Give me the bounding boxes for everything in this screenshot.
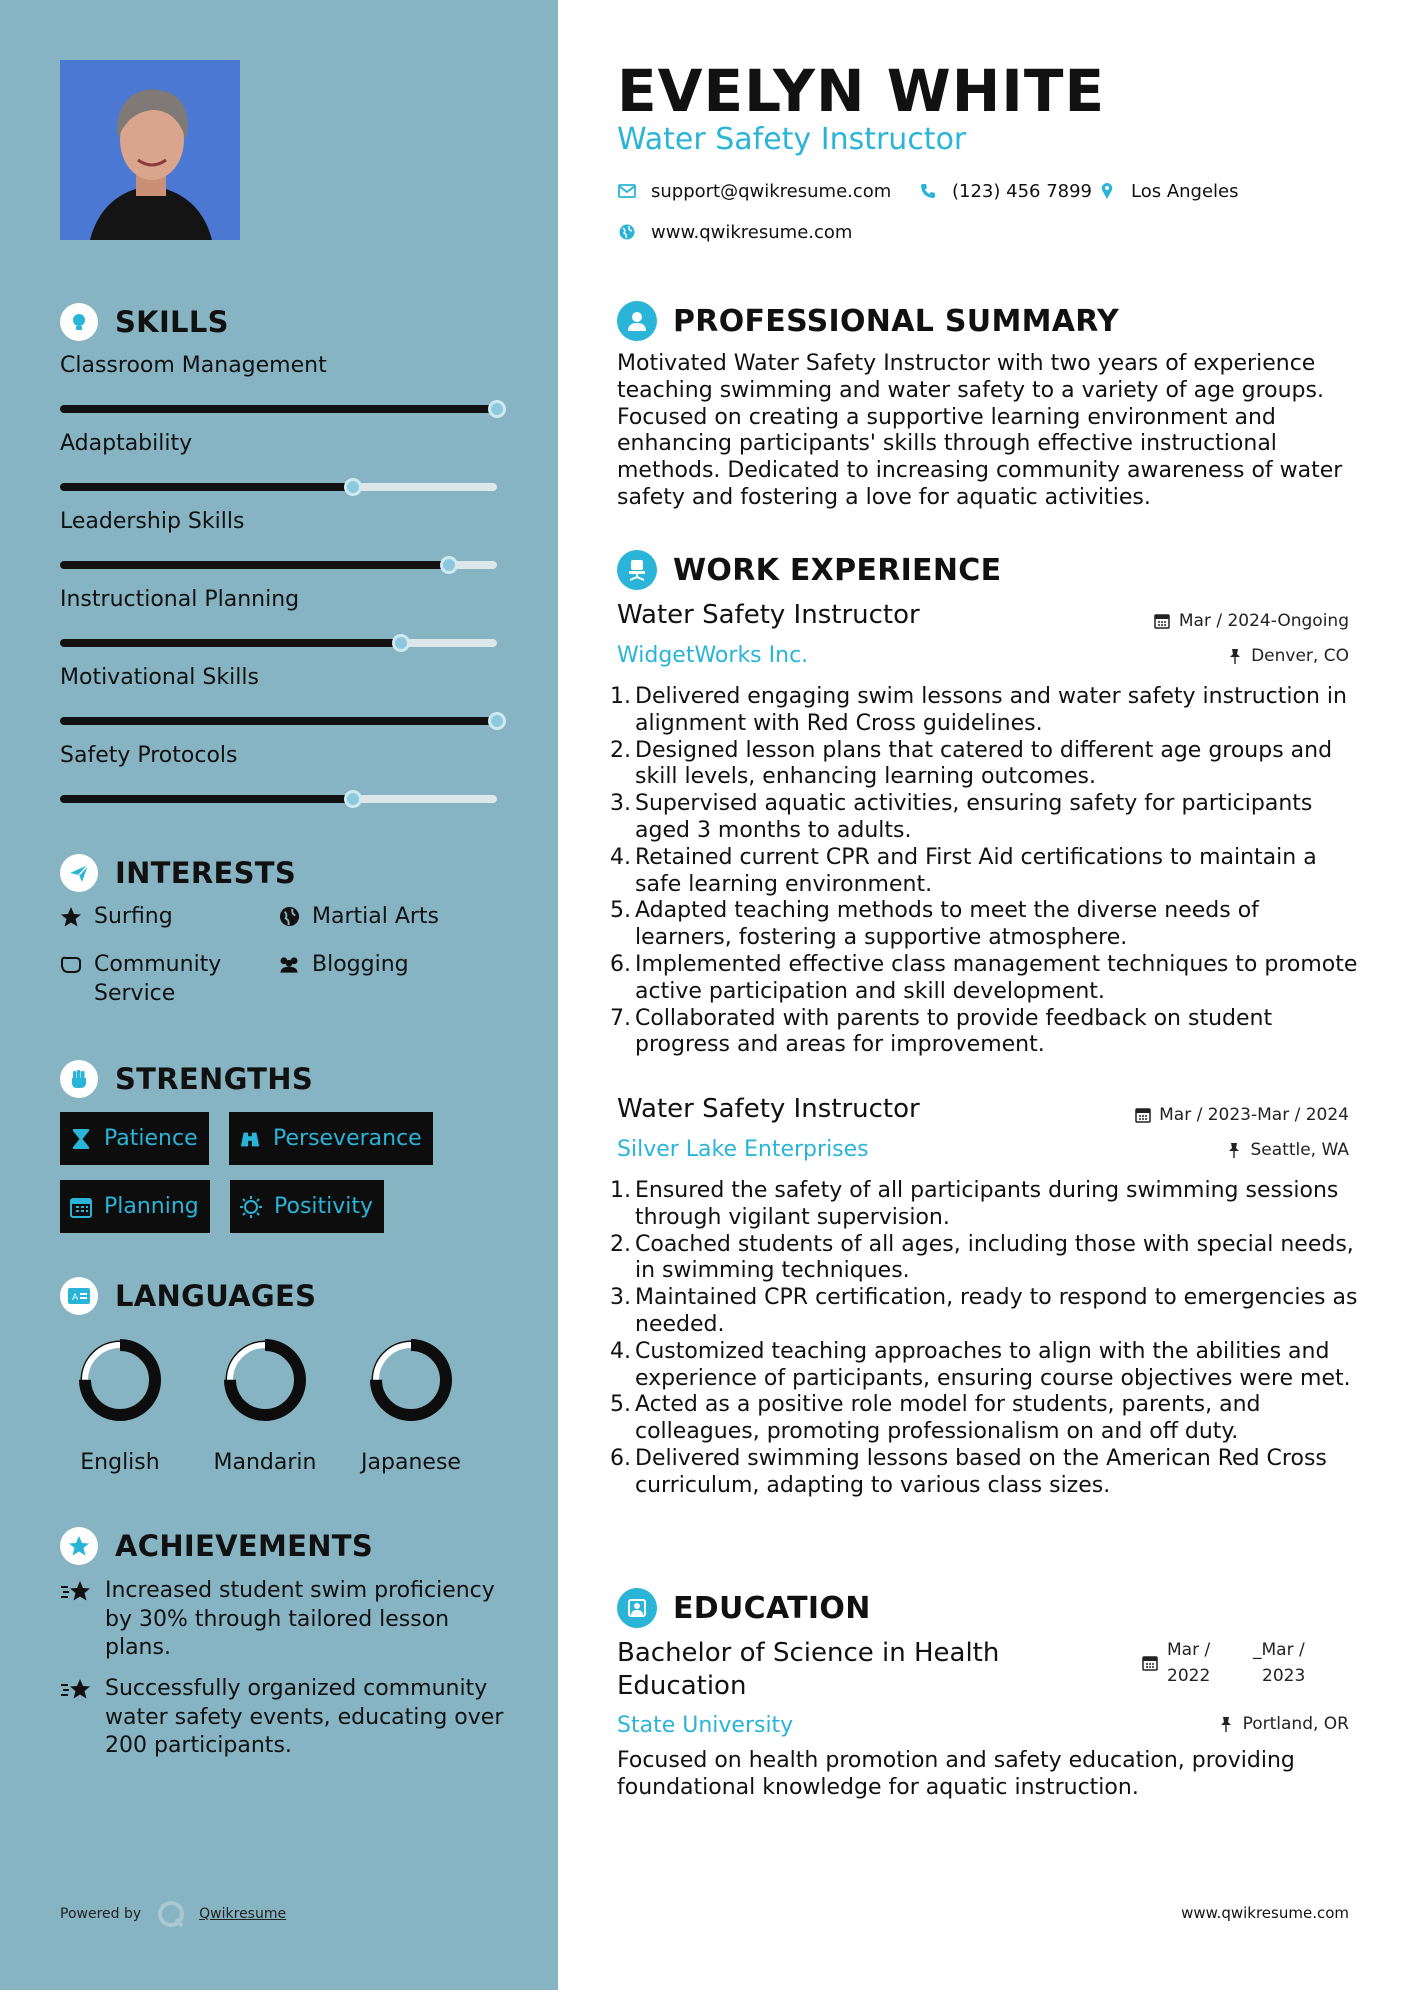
interest-label: Community Service <box>94 952 222 1006</box>
languages-heading-text: LANGUAGES <box>115 1279 317 1313</box>
interest-item <box>278 902 439 931</box>
job-location-text: Denver, CO <box>1251 646 1349 666</box>
interest-label: Blogging <box>312 952 409 977</box>
contact-phone[interactable] <box>918 179 1092 203</box>
edu-start-month: Mar / <box>1167 1640 1211 1660</box>
job-company: Silver Lake Enterprises <box>617 1137 869 1162</box>
edu-location <box>1218 1712 1349 1736</box>
job-title: Water Safety Instructor <box>617 600 920 630</box>
hand-icon <box>60 950 82 979</box>
graduate-icon <box>617 1588 657 1628</box>
website-text: www.qwikresume.com <box>651 221 853 243</box>
powered-by <box>60 1900 286 1928</box>
edu-start-date <box>1167 1637 1210 1689</box>
language-ring <box>363 1332 459 1428</box>
profile-photo <box>60 60 240 240</box>
strength-tag <box>229 1112 433 1165</box>
powered-by-label: Powered by <box>60 1906 142 1922</box>
skill-name: Leadership Skills <box>60 509 245 534</box>
edu-end-date <box>1253 1637 1305 1689</box>
job-bullets <box>610 1178 1360 1500</box>
language-item <box>346 1332 476 1475</box>
job-dates <box>1154 609 1349 633</box>
language-name: English <box>80 1450 160 1475</box>
skill-bar <box>60 639 497 647</box>
calendar-icon <box>1134 1107 1151 1124</box>
hourglass-icon <box>70 1128 92 1150</box>
edu-end-year: 2023 <box>1262 1666 1306 1686</box>
edu-calendar-icon-wrap <box>1142 1653 1158 1679</box>
skill-bar-knob <box>392 634 410 652</box>
strengths-heading <box>60 1059 313 1099</box>
candidate-title: Water Safety Instructor <box>617 122 967 157</box>
skill-bar <box>60 795 497 803</box>
office-chair-icon <box>617 550 657 590</box>
pushpin-icon <box>1226 1142 1243 1159</box>
skill-name: Classroom Management <box>60 353 327 378</box>
footer-website[interactable]: www.qwikresume.com <box>1181 1904 1349 1922</box>
skill-item <box>60 429 497 491</box>
interest-label: Martial Arts <box>312 904 440 929</box>
edu-end-month: _Mar / <box>1253 1640 1305 1660</box>
interest-item <box>60 950 250 1008</box>
strength-label: Patience <box>104 1126 198 1151</box>
language-card-icon <box>60 1277 98 1315</box>
globe-icon <box>278 902 300 931</box>
sidebar <box>0 0 558 1990</box>
interests-heading <box>60 853 296 893</box>
list-item: 5. Acted as a positive role model for students, parents, and colleagues, promoting professionalism on and off duty. <box>610 1392 1261 1445</box>
strength-tag <box>230 1180 384 1233</box>
edu-start-year: 2022 <box>1167 1666 1211 1686</box>
list-item: 5. Adapted teaching methods to meet the diverse needs of learners, fostering a supportive atmosphere. <box>610 898 1259 951</box>
phone-text: (123) 456 7899 <box>952 180 1093 202</box>
skill-name: Safety Protocols <box>60 743 238 768</box>
list-item: 6. Implemented effective class management techniques to promote active participation and skill development. <box>610 951 1358 1004</box>
list-item: 7. Collaborated with parents to provide feedback on student progress and areas for improvement. <box>610 1005 1273 1058</box>
strength-tag <box>60 1112 209 1165</box>
job-bullets <box>610 684 1360 1059</box>
skill-item <box>60 663 497 725</box>
strengths-heading-text: STRENGTHS <box>115 1062 314 1096</box>
achievement-item <box>60 1577 510 1663</box>
education-heading-text: EDUCATION <box>673 1590 871 1626</box>
sun-icon <box>240 1196 262 1218</box>
pushpin-icon <box>1218 1716 1235 1733</box>
skills-heading-text: SKILLS <box>115 305 229 339</box>
globe-icon <box>617 222 637 242</box>
skill-bar-knob <box>488 400 506 418</box>
interest-item <box>278 950 409 979</box>
user-icon <box>617 301 657 341</box>
summary-text: Motivated Water Safety Instructor with two years of experience teaching swimming and water safety to a variety of age groups. Focused on creating a supportive learning environment and enhancing participants' skills through effective instructional methods. Dedicated to increasing community awareness of water safety and fostering a love for aquatic activities. <box>617 351 1343 510</box>
star-badge-icon <box>60 1527 98 1565</box>
contact-location <box>1097 179 1239 203</box>
job-dates-text: Mar / 2023-Mar / 2024 <box>1159 1105 1349 1125</box>
skill-name: Adaptability <box>60 431 193 456</box>
skill-bar <box>60 561 497 569</box>
skill-bar <box>60 483 497 491</box>
edu-location-text: Portland, OR <box>1242 1714 1349 1734</box>
skill-item <box>60 741 497 803</box>
paper-plane-icon <box>60 854 98 892</box>
experience-heading <box>617 550 1001 590</box>
skill-bar-knob <box>440 556 458 574</box>
skill-item <box>60 351 497 413</box>
skill-bar <box>60 717 497 725</box>
job-location <box>1226 1138 1350 1162</box>
skills-heading <box>60 302 229 342</box>
language-name: Mandarin <box>213 1450 317 1475</box>
location-text: Los Angeles <box>1131 180 1239 202</box>
achievement-text: Increased student swim proficiency by 30% through tailored lesson plans. <box>105 1578 495 1660</box>
skill-bar-knob <box>488 712 506 730</box>
job-dates <box>1134 1103 1349 1127</box>
achievements-heading-text: ACHIEVEMENTS <box>115 1529 374 1563</box>
school-name: State University <box>617 1713 794 1738</box>
skill-bar-knob <box>344 790 362 808</box>
job-location <box>1226 644 1349 668</box>
calendar-icon <box>70 1196 92 1218</box>
achievement-text: Successfully organized community water safety events, educating over 200 participants. <box>105 1676 504 1758</box>
achievement-item <box>60 1675 510 1761</box>
qwikresume-link[interactable]: Qwikresume <box>199 1906 287 1922</box>
envelope-icon <box>617 181 637 201</box>
interest-item <box>60 902 173 931</box>
job-location-text: Seattle, WA <box>1250 1140 1349 1160</box>
skill-item <box>60 507 497 569</box>
education-text: Focused on health promotion and safety education, providing foundational knowledge for aquatic instruction. <box>617 1748 1295 1800</box>
contact-website[interactable] <box>617 220 852 244</box>
email-text: support@qwikresume.com <box>651 180 892 202</box>
skill-item <box>60 585 497 647</box>
calendar-icon <box>1154 613 1171 630</box>
language-name: Japanese <box>361 1450 461 1475</box>
language-ring <box>217 1332 313 1428</box>
calendar-icon <box>1142 1656 1158 1676</box>
degree-title: Bachelor of Science in Health Education <box>617 1638 1000 1701</box>
qwikresume-logo-icon <box>157 1900 185 1928</box>
list-item: 3. Supervised aquatic activities, ensuring safety for participants aged 3 months to adults. <box>610 791 1313 843</box>
education-heading <box>617 1588 871 1628</box>
list-item: 3. Maintained CPR certification, ready to respond to emergencies as needed. <box>610 1285 1358 1337</box>
contact-email[interactable] <box>617 179 891 203</box>
skill-name: Motivational Skills <box>60 665 259 690</box>
list-item: 2. Designed lesson plans that catered to different age groups and skill levels, enhancing learning outcomes. <box>610 737 1333 790</box>
summary-heading <box>617 301 1119 341</box>
strength-tag <box>60 1180 210 1233</box>
summary-heading-text: PROFESSIONAL SUMMARY <box>673 303 1120 339</box>
fist-icon <box>60 1060 98 1098</box>
list-item: 2. Coached students of all ages, including those with special needs, in swimming techniques. <box>610 1231 1354 1284</box>
language-item <box>55 1332 185 1475</box>
svg-text:A: A <box>72 1293 79 1303</box>
list-item: 6. Delivered swimming lessons based on the American Red Cross curriculum, adapting to various class sizes. <box>610 1445 1327 1498</box>
skill-bar-knob <box>344 478 362 496</box>
phone-icon <box>918 181 938 201</box>
language-ring <box>72 1332 168 1428</box>
experience-heading-text: WORK EXPERIENCE <box>673 552 1002 588</box>
list-item: 4. Customized teaching approaches to align with the abilities and experience of participants, ensuring course objectives were met. <box>610 1338 1351 1391</box>
star-icon <box>60 902 82 931</box>
lightbulb-icon <box>60 303 98 341</box>
achievements-heading <box>60 1526 373 1566</box>
strength-label: Planning <box>104 1194 199 1219</box>
languages-heading <box>60 1276 316 1316</box>
skill-bar <box>60 405 497 413</box>
strength-label: Perseverance <box>273 1126 422 1151</box>
star-icon <box>60 1675 94 1704</box>
job-company: WidgetWorks Inc. <box>617 643 809 668</box>
strength-label: Positivity <box>274 1194 374 1219</box>
interest-label: Surfing <box>94 904 173 929</box>
star-icon <box>60 1577 94 1606</box>
list-item: 1. Ensured the safety of all participants during swimming sessions through vigilant supervision. <box>610 1178 1339 1230</box>
interests-heading-text: INTERESTS <box>115 856 297 890</box>
pushpin-icon <box>1226 648 1243 665</box>
list-item: 1. Delivered engaging swim lessons and water safety instruction in alignment with Red Cross guidelines. <box>610 684 1347 736</box>
job-dates-text: Mar / 2024-Ongoing <box>1178 611 1349 631</box>
list-item: 4. Retained current CPR and First Aid certifications to maintain a safe learning environment. <box>610 844 1317 897</box>
users-icon <box>278 950 300 979</box>
language-item <box>200 1332 330 1475</box>
job-title: Water Safety Instructor <box>617 1094 920 1124</box>
binoculars-icon <box>239 1128 261 1150</box>
map-pin-icon <box>1097 181 1117 201</box>
skill-name: Instructional Planning <box>60 587 300 612</box>
candidate-name: EVELYN WHITE <box>617 57 1106 125</box>
